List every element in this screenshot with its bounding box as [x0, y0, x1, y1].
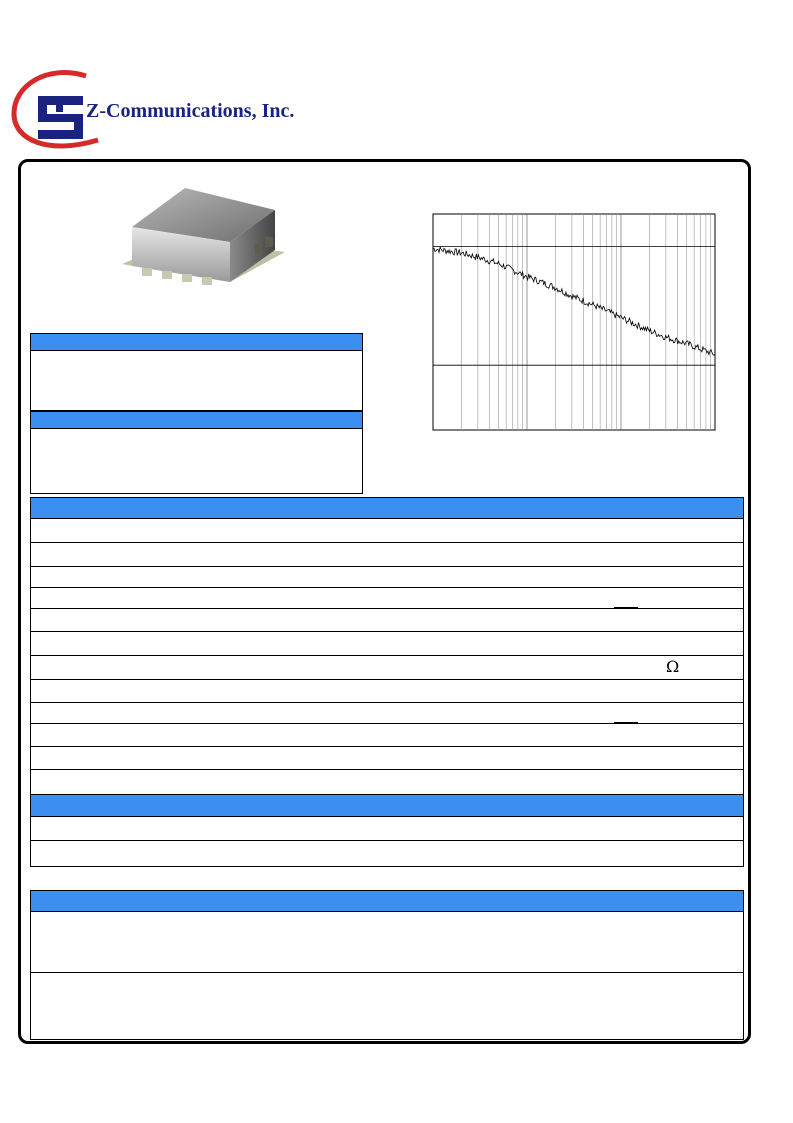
phase-noise-plot [432, 213, 716, 431]
pad [162, 271, 172, 279]
table-row [31, 747, 743, 770]
overline-mark [614, 722, 638, 724]
pad [182, 274, 192, 282]
notes-panel [30, 890, 744, 1040]
table-row [31, 543, 743, 567]
pad [265, 237, 273, 247]
notes-row [31, 912, 743, 973]
table-row [31, 656, 743, 680]
table-row [31, 841, 743, 867]
table-row [31, 632, 743, 656]
pad [202, 277, 212, 285]
performance-section-header [31, 498, 743, 519]
table-row [31, 588, 743, 609]
logo-mark-dot [56, 105, 63, 112]
product-photo [110, 182, 295, 302]
company-name: Z-Communications, Inc. [86, 100, 295, 122]
applications-panel [30, 411, 363, 494]
table-row [31, 703, 743, 724]
pad [142, 268, 152, 276]
specifications-table [30, 497, 744, 867]
table-row [31, 724, 743, 747]
applications-header [31, 412, 362, 429]
logo-mark-bottom [38, 130, 83, 139]
ohm-symbol: Ω [666, 657, 680, 676]
table-row [31, 680, 743, 703]
overline-mark [614, 607, 638, 609]
table-row [31, 770, 743, 795]
table-row [31, 519, 743, 543]
pad [255, 244, 263, 254]
features-panel [30, 333, 363, 411]
features-header [31, 334, 362, 351]
table-row [31, 609, 743, 632]
table-row [31, 817, 743, 841]
table-row [31, 567, 743, 588]
package-section-header [31, 795, 743, 817]
notes-header [31, 891, 743, 912]
